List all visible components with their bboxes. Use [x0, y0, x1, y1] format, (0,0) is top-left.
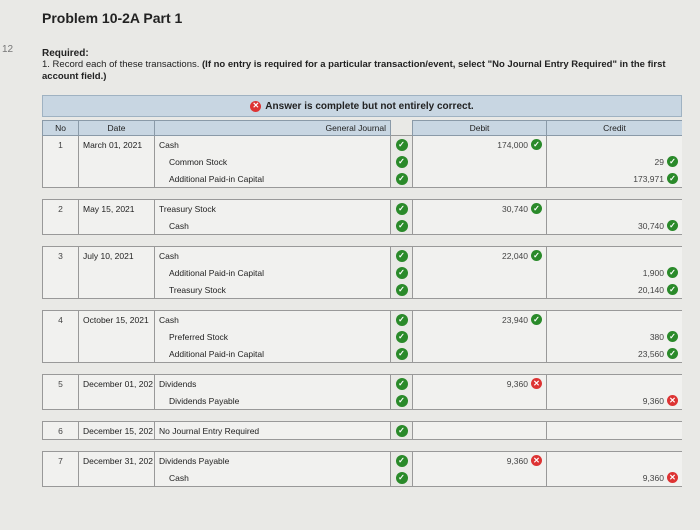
- table-row: [43, 328, 683, 345]
- credit-field[interactable]: [547, 345, 683, 363]
- table-row: [43, 452, 683, 470]
- status-cell: [391, 153, 413, 170]
- check-icon: ✓: [396, 250, 408, 262]
- row-number: 4: [43, 311, 79, 329]
- date-cell[interactable]: December 15, 202: [79, 422, 155, 440]
- account-field[interactable]: Additional Paid-in Capital: [155, 345, 391, 363]
- separator-cell: [43, 410, 683, 422]
- status-cell: [391, 452, 413, 470]
- credit-field[interactable]: [547, 469, 683, 487]
- check-icon: ✓: [396, 139, 408, 151]
- account-field[interactable]: Treasury Stock: [155, 281, 391, 299]
- row-separator: [43, 410, 683, 422]
- credit-field[interactable]: [547, 170, 683, 188]
- date-cell[interactable]: May 15, 2021: [79, 200, 155, 218]
- account-field[interactable]: Preferred Stock: [155, 328, 391, 345]
- page-title: Problem 10-2A Part 1: [42, 10, 183, 26]
- debit-field[interactable]: [413, 247, 547, 265]
- debit-value: 9,360: [506, 455, 528, 466]
- check-icon: ✓: [396, 455, 408, 467]
- check-icon: ✓: [396, 425, 408, 437]
- account-field[interactable]: Additional Paid-in Capital: [155, 264, 391, 281]
- row-number: [43, 345, 79, 363]
- credit-value-wrap: [643, 395, 678, 406]
- date-cell[interactable]: December 01, 202: [79, 375, 155, 393]
- credit-value: 30,740: [638, 220, 664, 231]
- check-icon: ✓: [667, 267, 678, 278]
- date-cell: [79, 469, 155, 487]
- separator-cell: [43, 440, 683, 452]
- account-field[interactable]: Additional Paid-in Capital: [155, 170, 391, 188]
- credit-field[interactable]: [547, 247, 683, 265]
- credit-value: 29: [654, 156, 664, 167]
- date-cell: [79, 281, 155, 299]
- credit-field[interactable]: [547, 217, 683, 235]
- instructions-bold-text: (If no entry is required for a particular transaction/event, select "No Journal Entry Required" in the first account field.): [42, 59, 666, 82]
- debit-field[interactable]: [413, 170, 547, 188]
- check-icon: ✓: [396, 378, 408, 390]
- x-icon: ✕: [531, 378, 542, 389]
- date-cell: [79, 264, 155, 281]
- debit-field[interactable]: [413, 264, 547, 281]
- date-cell[interactable]: July 10, 2021: [79, 247, 155, 265]
- separator-cell: [43, 363, 683, 375]
- account-field[interactable]: No Journal Entry Required: [155, 422, 391, 440]
- check-icon: ✓: [531, 203, 542, 214]
- row-number: [43, 469, 79, 487]
- status-cell: [391, 170, 413, 188]
- row-number: [43, 153, 79, 170]
- table-row: [43, 311, 683, 329]
- debit-value: 23,940: [502, 314, 528, 325]
- status-cell: [391, 375, 413, 393]
- account-field[interactable]: Cash: [155, 217, 391, 235]
- row-separator: [43, 188, 683, 200]
- table-row: [43, 136, 683, 154]
- check-icon: ✓: [396, 203, 408, 215]
- check-icon: ✓: [531, 250, 542, 261]
- date-cell: [79, 328, 155, 345]
- table-row: [43, 153, 683, 170]
- debit-value-wrap: [497, 139, 542, 150]
- credit-value: 380: [649, 331, 664, 342]
- date-cell: [79, 170, 155, 188]
- debit-field[interactable]: [413, 217, 547, 235]
- table-row: [43, 345, 683, 363]
- header-debit: Debit: [413, 121, 547, 136]
- date-cell[interactable]: March 01, 2021: [79, 136, 155, 154]
- date-cell: [79, 345, 155, 363]
- date-cell[interactable]: October 15, 2021: [79, 311, 155, 329]
- x-icon: ✕: [531, 455, 542, 466]
- status-cell: [391, 200, 413, 218]
- x-icon: ✕: [667, 472, 678, 483]
- credit-field[interactable]: [547, 422, 683, 440]
- debit-value: 22,040: [502, 250, 528, 261]
- row-number: [43, 328, 79, 345]
- journal-table-container: [42, 120, 682, 530]
- debit-value: 9,360: [506, 378, 528, 389]
- row-separator: [43, 235, 683, 247]
- account-field[interactable]: Common Stock: [155, 153, 391, 170]
- credit-value: 173,971: [633, 173, 664, 184]
- x-icon: ✕: [250, 101, 261, 112]
- account-field[interactable]: Dividends: [155, 375, 391, 393]
- header-no: No: [43, 121, 79, 136]
- account-field[interactable]: Cash: [155, 136, 391, 154]
- debit-value-wrap: [507, 378, 542, 389]
- header-account: General Journal: [155, 121, 391, 136]
- table-row: [43, 247, 683, 265]
- check-icon: ✓: [396, 173, 408, 185]
- debit-field[interactable]: [413, 452, 547, 470]
- check-icon: ✓: [667, 220, 678, 231]
- debit-field[interactable]: [413, 200, 547, 218]
- debit-value: 174,000: [497, 139, 528, 150]
- x-icon: ✕: [667, 395, 678, 406]
- journal-body: [43, 136, 683, 487]
- check-icon: ✓: [531, 314, 542, 325]
- debit-value-wrap: [502, 203, 542, 214]
- header-date: Date: [79, 121, 155, 136]
- journal-table: [42, 120, 682, 487]
- debit-field[interactable]: [413, 422, 547, 440]
- check-icon: ✓: [667, 348, 678, 359]
- debit-value-wrap: [502, 250, 542, 261]
- date-cell: [79, 153, 155, 170]
- status-cell: [391, 422, 413, 440]
- debit-field[interactable]: [413, 311, 547, 329]
- instructions: [42, 59, 682, 83]
- account-field[interactable]: Dividends Payable: [155, 392, 391, 410]
- check-icon: ✓: [396, 220, 408, 232]
- row-number: [43, 217, 79, 235]
- check-icon: ✓: [667, 284, 678, 295]
- status-cell: [391, 247, 413, 265]
- credit-value: 20,140: [638, 284, 664, 295]
- debit-field[interactable]: [413, 469, 547, 487]
- credit-field[interactable]: [547, 392, 683, 410]
- table-row: [43, 217, 683, 235]
- answer-banner: [42, 95, 682, 117]
- status-cell: [391, 328, 413, 345]
- date-cell: [79, 392, 155, 410]
- status-cell: [391, 392, 413, 410]
- account-field[interactable]: Cash: [155, 247, 391, 265]
- credit-value-wrap: [650, 331, 678, 342]
- separator-cell: [43, 235, 683, 247]
- status-cell: [391, 345, 413, 363]
- row-number: 6: [43, 422, 79, 440]
- table-row: [43, 422, 683, 440]
- row-number: 5: [43, 375, 79, 393]
- row-separator: [43, 299, 683, 311]
- status-cell: [391, 264, 413, 281]
- date-cell: [79, 217, 155, 235]
- table-row: [43, 200, 683, 218]
- row-number: 1: [43, 136, 79, 154]
- check-icon: ✓: [667, 156, 678, 167]
- status-cell: [391, 311, 413, 329]
- credit-value: 9,360: [642, 472, 664, 483]
- credit-value: 23,560: [638, 348, 664, 359]
- debit-field[interactable]: [413, 281, 547, 299]
- debit-field[interactable]: [413, 392, 547, 410]
- debit-value: 30,740: [502, 203, 528, 214]
- separator-cell: [43, 299, 683, 311]
- table-row: [43, 375, 683, 393]
- check-icon: ✓: [396, 331, 408, 343]
- check-icon: ✓: [531, 139, 542, 150]
- credit-value: 9,360: [642, 395, 664, 406]
- debit-value-wrap: [507, 455, 542, 466]
- row-number: [43, 392, 79, 410]
- credit-field[interactable]: [547, 452, 683, 470]
- credit-value-wrap: [638, 220, 678, 231]
- credit-field[interactable]: [547, 311, 683, 329]
- credit-value-wrap: [638, 348, 678, 359]
- check-icon: ✓: [396, 348, 408, 360]
- check-icon: ✓: [396, 395, 408, 407]
- credit-value-wrap: [643, 472, 678, 483]
- row-separator: [43, 363, 683, 375]
- separator-cell: [43, 188, 683, 200]
- header-check: [391, 121, 413, 136]
- row-separator: [43, 440, 683, 452]
- row-number: 3: [43, 247, 79, 265]
- header-credit: Credit: [547, 121, 683, 136]
- account-field[interactable]: Cash: [155, 311, 391, 329]
- table-row: [43, 170, 683, 188]
- check-icon: ✓: [396, 284, 408, 296]
- table-header-row: [43, 121, 683, 136]
- row-number: [43, 264, 79, 281]
- check-icon: ✓: [667, 173, 678, 184]
- credit-field[interactable]: [547, 264, 683, 281]
- credit-value-wrap: [655, 156, 678, 167]
- status-cell: [391, 136, 413, 154]
- side-number: 12: [2, 44, 14, 55]
- status-cell: [391, 469, 413, 487]
- table-row: [43, 281, 683, 299]
- debit-field[interactable]: [413, 136, 547, 154]
- account-field[interactable]: Dividends Payable: [155, 452, 391, 470]
- date-cell[interactable]: December 31, 202: [79, 452, 155, 470]
- check-icon: ✓: [396, 314, 408, 326]
- credit-value-wrap: [638, 284, 678, 295]
- row-number: [43, 170, 79, 188]
- debit-field[interactable]: [413, 153, 547, 170]
- check-icon: ✓: [396, 267, 408, 279]
- credit-value-wrap: [633, 173, 678, 184]
- debit-field[interactable]: [413, 375, 547, 393]
- required-label: Required:: [42, 48, 89, 59]
- credit-value: 1,900: [642, 267, 664, 278]
- credit-field[interactable]: [547, 200, 683, 218]
- debit-value-wrap: [502, 314, 542, 325]
- table-row: [43, 264, 683, 281]
- debit-field[interactable]: [413, 328, 547, 345]
- account-field[interactable]: Cash: [155, 469, 391, 487]
- credit-field[interactable]: [547, 281, 683, 299]
- credit-field[interactable]: [547, 328, 683, 345]
- credit-field[interactable]: [547, 153, 683, 170]
- debit-field[interactable]: [413, 345, 547, 363]
- table-row: [43, 469, 683, 487]
- check-icon: ✓: [396, 156, 408, 168]
- check-icon: ✓: [396, 472, 408, 484]
- credit-value-wrap: [643, 267, 678, 278]
- instructions-text: 1. Record each of these transactions.: [42, 59, 200, 70]
- account-field[interactable]: Treasury Stock: [155, 200, 391, 218]
- row-number: [43, 281, 79, 299]
- answer-banner-text: Answer is complete but not entirely correct.: [265, 100, 474, 112]
- check-icon: ✓: [667, 331, 678, 342]
- credit-field[interactable]: [547, 375, 683, 393]
- row-number: 2: [43, 200, 79, 218]
- status-cell: [391, 281, 413, 299]
- table-row: [43, 392, 683, 410]
- row-number: 7: [43, 452, 79, 470]
- status-cell: [391, 217, 413, 235]
- credit-field[interactable]: [547, 136, 683, 154]
